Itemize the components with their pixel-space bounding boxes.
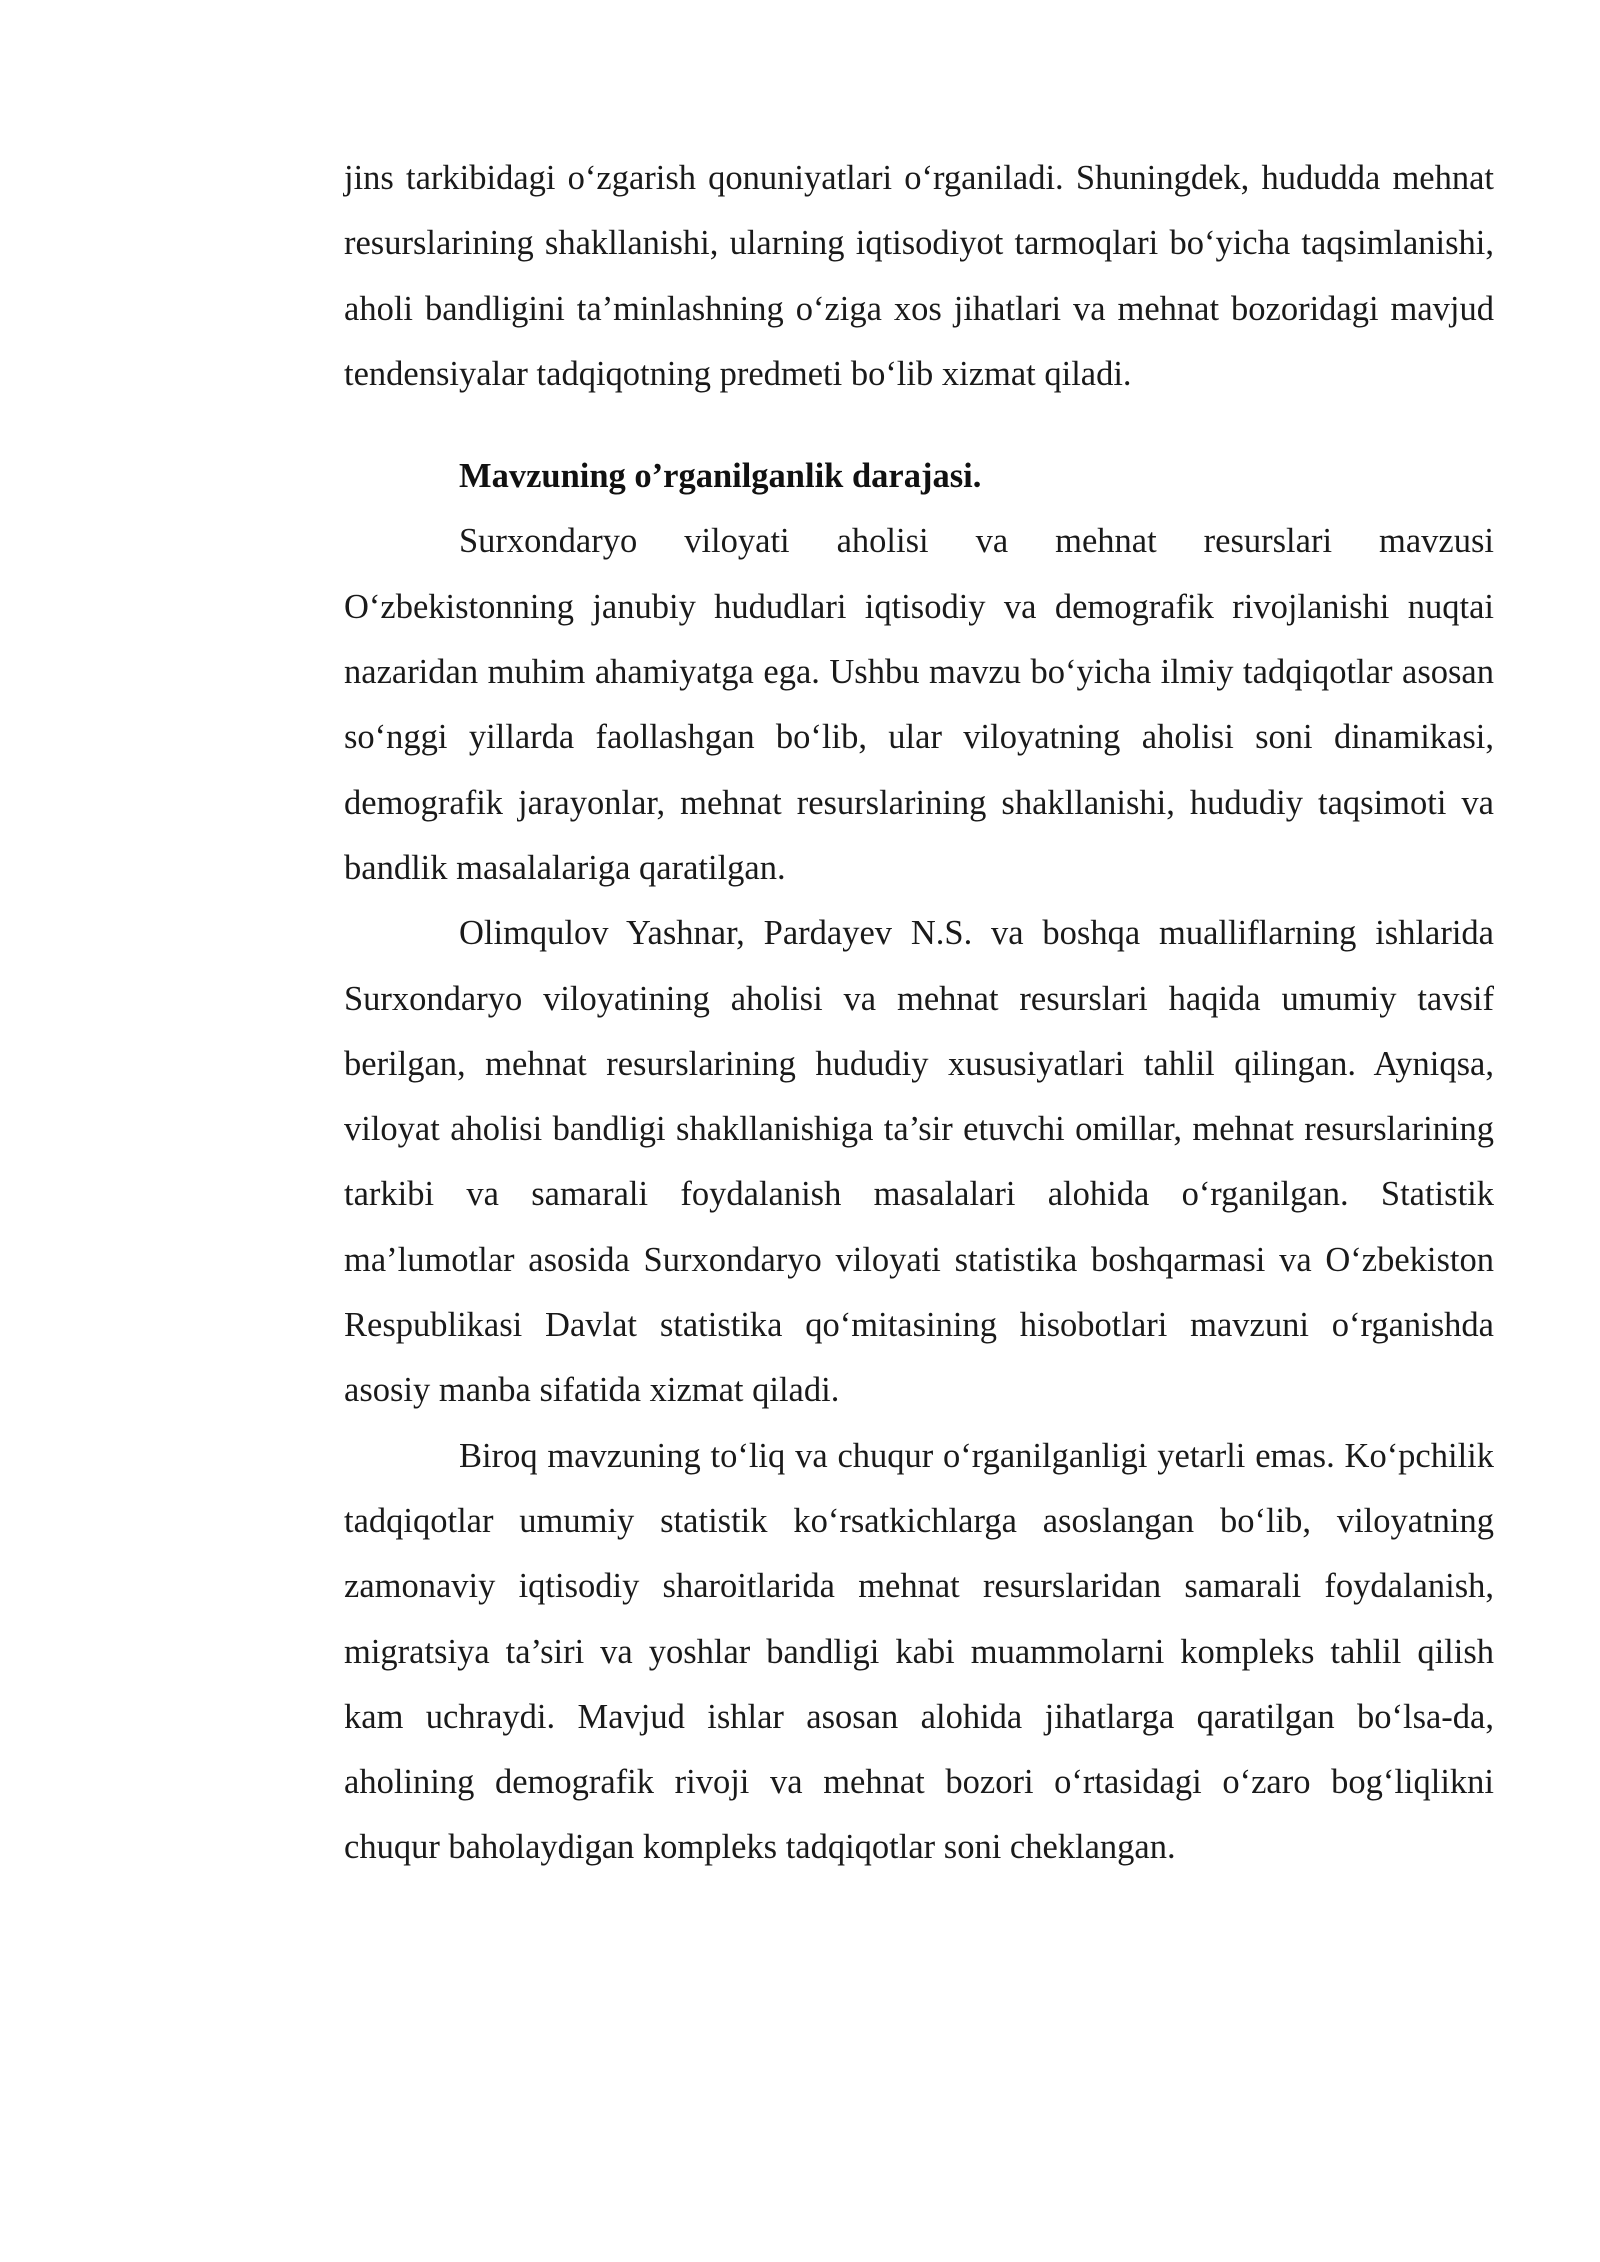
paragraph-1: Surxondaryo viloyati aholisi va mehnat resurslari mavzusi O‘zbekistonning janubiy hududlari iqtisodiy va demografik rivojlanishi nuqtai nazaridan muhim ahamiyatga ega. Ushbu mavzu bo‘yicha ilmiy tadqiqotlar asosan so‘nggi yillarda faollashgan bo‘lib, ular viloyatning aholisi soni dinamikasi, demografik jarayonlar, mehnat resurslarining shakllanishi, hududiy taqsimoti va bandlik masalalariga qaratilgan.: [344, 522, 1494, 887]
paragraph-2: Olimqulov Yashnar, Pardayev N.S. va boshqa mualliflarning ishlarida Surxondaryo viloyatining aholisi va mehnat resurslari haqida umumiy tavsif berilgan, mehnat resurslarining hududiy xususiyatlari tahlil qilingan. Ayniqsa, viloyat aholisi bandligi shakllanishiga ta’sir etuvchi omillar, mehnat resurslarining tarkibi va samarali foydalanish masalalari alohida o‘rganilgan. Statistik ma’lumotlar asosida Surxondaryo viloyati statistika boshqarmasi va O‘zbekiston Respublikasi Davlat statistika qo‘mitasining hisobotlari mavzuni o‘rganishda asosiy manba sifatida xizmat qiladi.: [344, 914, 1494, 1410]
section-heading: Mavzuning o’rganilganlik darajasi.: [459, 457, 982, 496]
document-page: [344, 146, 1494, 1881]
paragraph-continuation: jins tarkibidagi o‘zgarish qonuniyatlari o‘rganiladi. Shuningdek, hududda mehnat resurslarining shakllanishi, ularning iqtisodiyot tarmoqlari bo‘yicha taqsimlanishi, aholi bandligini ta’minlashning o‘ziga xos jihatlari va mehnat bozoridagi mavjud tendensiyalar tadqiqotning predmeti bo‘lib xizmat qiladi.: [344, 159, 1494, 393]
paragraph-3: Biroq mavzuning to‘liq va chuqur o‘rganilganligi yetarli emas. Ko‘pchilik tadqiqotlar umumiy statistik ko‘rsatkichlarga asoslangan bo‘lib, viloyatning zamonaviy iqtisodiy sharoitlarida mehnat resurslaridan samarali foydalanish, migratsiya ta’siri va yoshlar bandligi kabi muammolarni kompleks tahlil qilish kam uchraydi. Mavjud ishlar asosan alohida jihatlarga qaratilgan bo‘lsa-da, aholining demografik rivoji va mehnat bozori o‘rtasidagi o‘zaro bog‘liqlikni chuqur baholaydigan kompleks tadqiqotlar soni cheklangan.: [344, 1436, 1494, 1867]
